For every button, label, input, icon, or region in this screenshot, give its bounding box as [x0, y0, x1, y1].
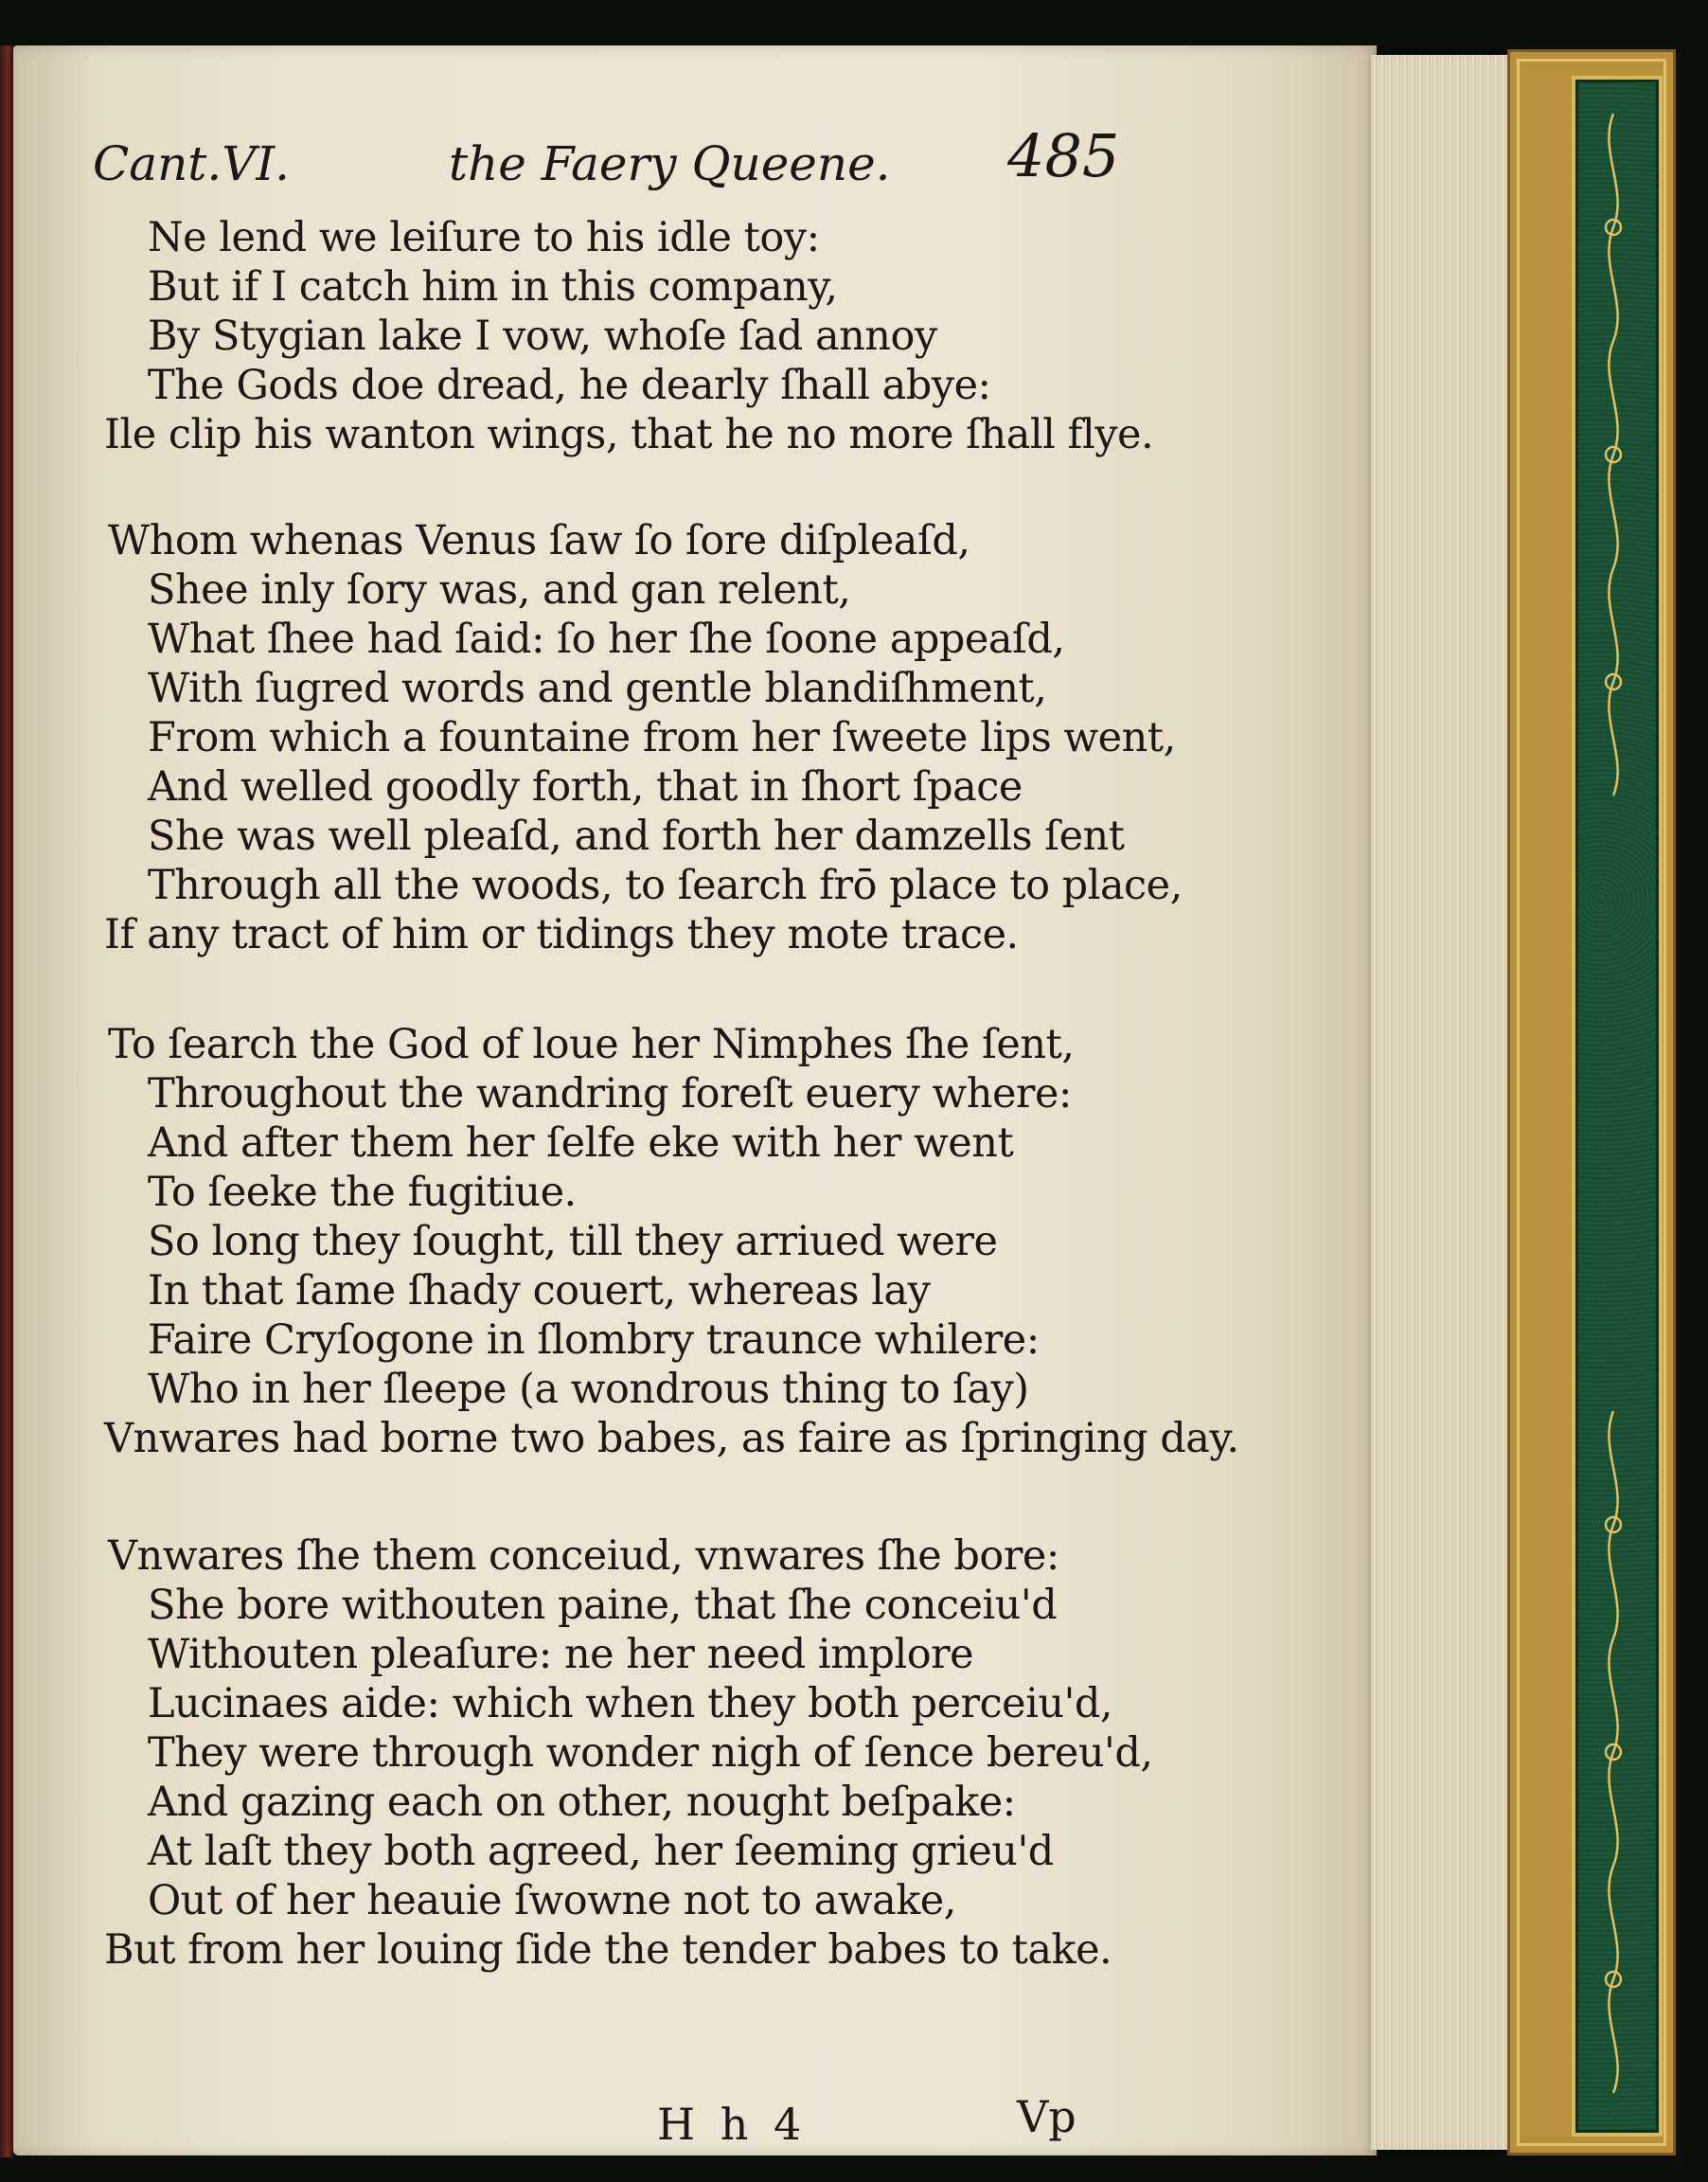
verse-line: To ſeeke the fugitiue. [148, 1169, 577, 1216]
canto-heading: Cant.VI. [93, 136, 291, 191]
verse-line: In that ſame ſhady couert, whereas lay [148, 1267, 931, 1315]
verse-line: And after them her ſelfe eke with her went [148, 1119, 1014, 1167]
verse-line: If any tract of him or tidings they mote trace. [104, 911, 1019, 958]
verse-line: Throughout the wandring foreſt euery where: [148, 1070, 1072, 1118]
verse-line: Shee inly ſory was, and gan relent, [148, 566, 851, 614]
gilt-scroll-ornament-icon [1591, 95, 1636, 2110]
verse-line: What ſhee had ſaid: ſo her ſhe ſoone appeaſd, [148, 616, 1065, 663]
verse-line: She bore withouten paine, that ſhe conceiu'd [148, 1582, 1058, 1629]
verse-line: And gazing each on other, nought beſpake: [148, 1779, 1016, 1826]
verse-line: And welled goodly forth, that in ſhort ſpace [148, 763, 1023, 811]
verse-line: Vnwares ſhe them conceiud, vnwares ſhe bore: [108, 1532, 1059, 1580]
verse-line: They were through wonder nigh of ſence bereu'd, [148, 1729, 1153, 1777]
verse-line: Ile clip his wanton wings, that he no more ſhall flye. [104, 411, 1154, 458]
verse-line: With ſugred words and gentle blandiſhment, [148, 665, 1047, 712]
verse-line: But if I catch him in this company, [148, 263, 838, 311]
verse-line: By Stygian lake I vow, whoſe ſad annoy [148, 313, 937, 360]
verse-line: Withouten pleaſure: ne her need implore [148, 1631, 974, 1678]
running-title: the Faery Queene. [449, 136, 891, 191]
verse-line: But from her louing ſide the tender babes to take. [104, 1926, 1112, 1974]
verse-line: Who in her ſleepe (a wondrous thing to ſay) [148, 1366, 1029, 1413]
verse-line: Through all the woods, to ſearch frō place to place, [148, 862, 1183, 909]
verse-line: She was well pleaſd, and forth her damzells ſent [148, 813, 1125, 860]
catchword: Vp [1017, 2091, 1076, 2142]
verse-line: Whom whenas Venus ſaw ſo ſore diſpleaſd, [108, 517, 970, 564]
verse-line: Faire Cryſogone in ſlombry traunce whilere: [148, 1316, 1040, 1364]
verse-line: Out of her heauie ſwowne not to awake, [148, 1877, 956, 1924]
book-binding-edge [0, 45, 13, 2157]
verse-line: To ſearch the God of loue her Nimphes ſhe ſent, [108, 1021, 1075, 1068]
verse-line: Ne lend we leiſure to his idle toy: [148, 214, 820, 261]
signature-mark: H h 4 [657, 2099, 808, 2150]
verse-line: From which a fountaine from her ſweete lips went, [148, 714, 1176, 761]
verse-line: Vnwares had borne two babes, as faire as ſpringing day. [104, 1415, 1239, 1462]
verse-line: The Gods doe dread, he dearly ſhall abye: [148, 362, 991, 409]
page-number: 485 [1007, 121, 1120, 190]
verse-line: At laſt they both agreed, her ſeeming grieu'd [148, 1828, 1054, 1875]
book-page [13, 45, 1377, 2155]
verse-line: So long they ſought, till they arriued were [148, 1218, 998, 1265]
page-block-edges [1371, 55, 1513, 2150]
verse-line: Lucinaes aide: which when they both perceiu'd, [148, 1680, 1113, 1727]
